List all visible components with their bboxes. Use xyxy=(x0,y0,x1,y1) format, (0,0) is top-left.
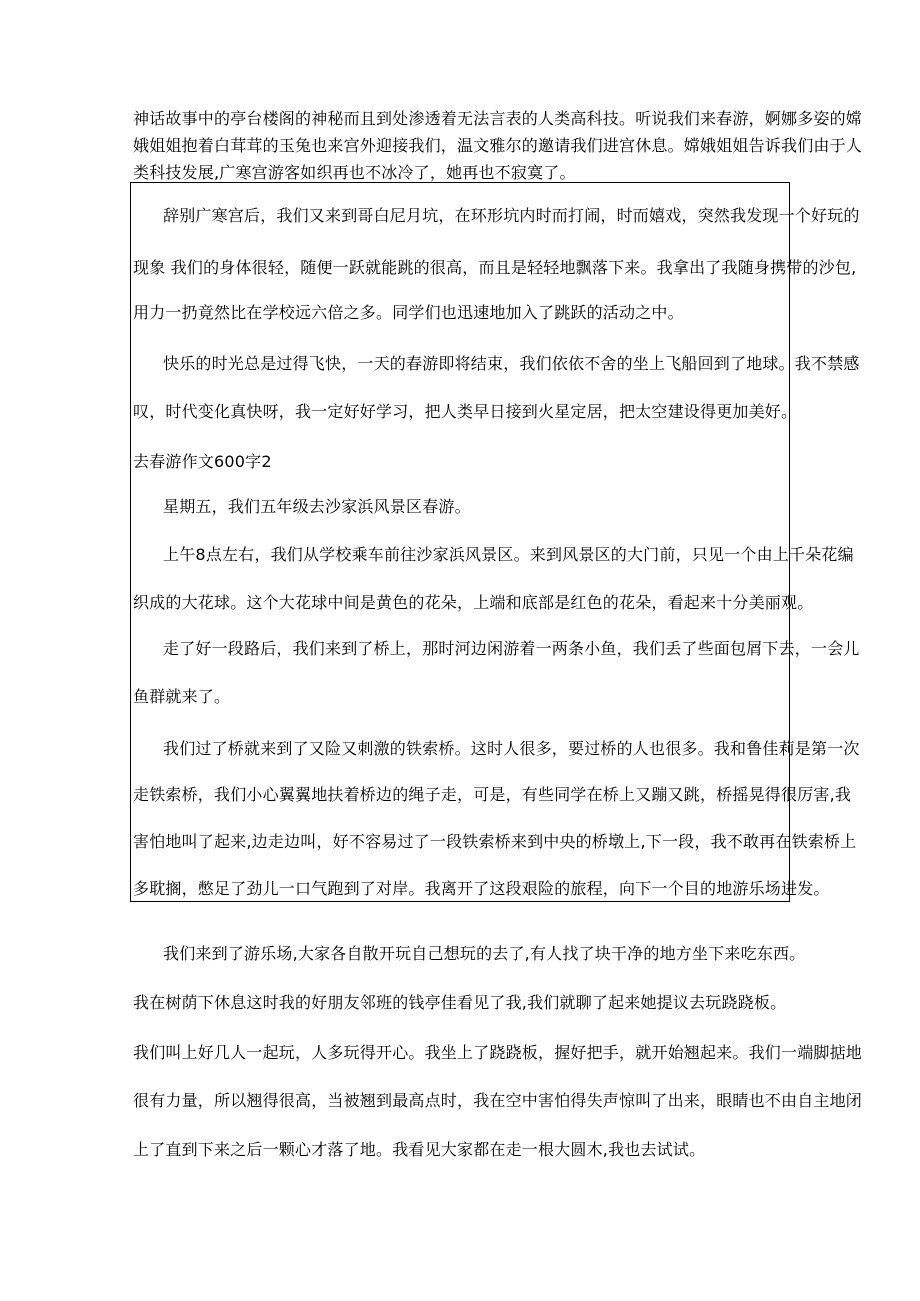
after-line: 我们叫上好几人一起玩，人多玩得开心。我坐上了跷跷板，握好把手，就开始翘起来。我们一端脚掂地 xyxy=(133,1043,863,1062)
boxed-line: 星期五，我们五年级去沙家浜风景区春游。 xyxy=(163,497,471,516)
boxed-line: 走铁索桥，我们小心翼翼地扶着桥边的绳子走，可是，有些同学在桥上又蹦又跳，桥摇晃得很厉害,我 xyxy=(133,785,852,804)
boxed-line: 叹，时代变化真快呀，我一定好好学习，把人类早日接到火星定居，把太空建设得更加美好。 xyxy=(133,402,798,421)
boxed-line: 上午8点左右，我们从学校乘车前往沙家浜风景区。来到风景区的大门前，只见一个由上千朵花编 xyxy=(163,545,854,564)
intro-line: 神话故事中的亭台楼阁的神秘而且到处渗透着无法言表的人类高科技。听说我们来春游，婀娜多姿的嫦 xyxy=(133,109,863,128)
boxed-line: 快乐的时光总是过得飞快，一天的春游即将结束，我们依依不舍的坐上飞船回到了地球。我不禁感 xyxy=(163,354,860,373)
after-line: 我们来到了游乐场,大家各自散开玩自己想玩的去了,有人找了块干净的地方坐下来吃东西。 xyxy=(163,944,806,963)
after-line: 我在树荫下休息这时我的好朋友邻班的钱亭佳看见了我,我们就聊了起来她提议去玩跷跷板。 xyxy=(133,993,787,1012)
after-line: 上了直到下来之后一颗心才落了地。我看见大家都在走一根大圆木,我也去试试。 xyxy=(133,1140,706,1159)
after-line: 很有力量，所以翘得很高，当被翘到最高点时，我在空中害怕得失声惊叫了出来，眼睛也不由自主地闭 xyxy=(133,1091,863,1110)
boxed-line: 织成的大花球。这个大花球中间是黄色的花朵，上端和底部是红色的花朵，看起来十分美丽观。 xyxy=(133,593,814,612)
intro-line: 娥姐姐抱着白茸茸的玉兔也来宫外迎接我们，温文雅尔的邀请我们进宫休息。嫦娥姐姐告诉我们由于人 xyxy=(133,136,863,155)
boxed-line: 鱼群就来了。 xyxy=(133,687,231,706)
section-title: 去春游作文600字2 xyxy=(133,452,272,471)
boxed-line: 我们过了桥就来到了又险又刺激的铁索桥。这时人很多，要过桥的人也很多。我和鲁佳莉是第一次 xyxy=(163,739,860,758)
boxed-line: 走了好一段路后，我们来到了桥上，那时河边闲游着一两条小鱼，我们丢了些面包屑下去，一会儿 xyxy=(163,639,860,658)
boxed-line: 辞别广寒宫后，我们又来到哥白尼月坑，在环形坑内时而打闹，时而嬉戏，突然我发现一个好玩的 xyxy=(163,206,860,225)
boxed-line: 多耽搁，憋足了劲儿一口气跑到了对岸。我离开了这段艰险的旅程，向下一个目的地游乐场进发。 xyxy=(133,879,830,898)
boxed-line: 害怕地叫了起来,边走边叫，好不容易过了一段铁索桥来到中央的桥墩上,下一段，我不敢再在铁索桥上 xyxy=(133,832,857,851)
intro-line: 类科技发展,广寒宫游客如织再也不冰冷了，她再也不寂寞了。 xyxy=(133,163,576,182)
boxed-line: 现象 我们的身体很轻，随便一跃就能跳的很高，而且是轻轻地飘落下来。我拿出了我随身携带的沙包, xyxy=(133,258,857,277)
boxed-line: 用力一扔竟然比在学校远六倍之多。同学们也迅速地加入了跳跃的活动之中。 xyxy=(133,303,684,322)
